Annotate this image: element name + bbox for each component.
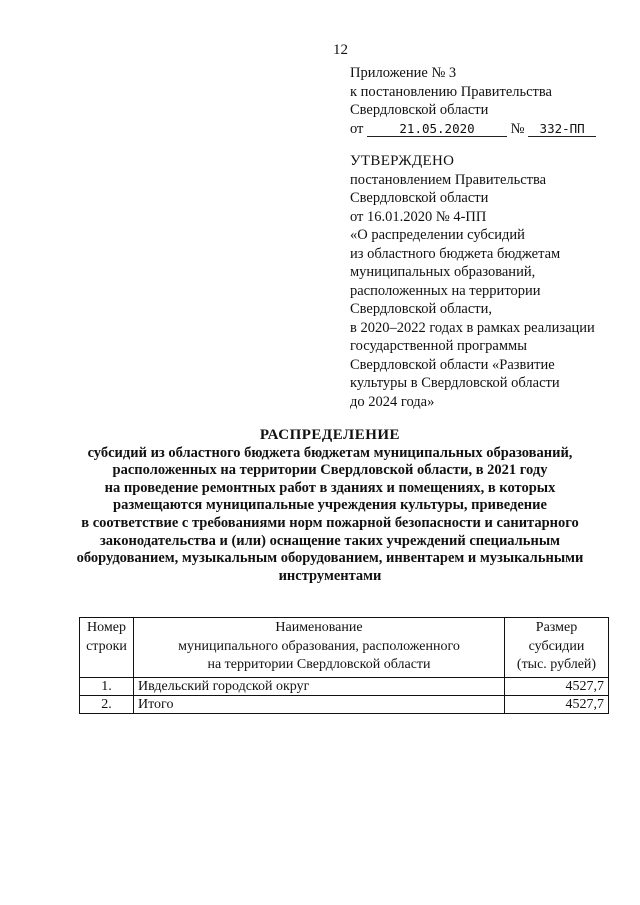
title-line: в соответствие с требованиями норм пожарной безопасности и санитарного: [81, 514, 579, 531]
header-text: строки: [86, 638, 127, 654]
title-line: субсидий из областного бюджета бюджетам муниципальных образований,: [87, 444, 573, 461]
municipality-name: Ивдельский городской округ: [134, 677, 505, 695]
approved-line: культуры в Свердловской области: [350, 375, 560, 391]
title-main: РАСПРЕДЕЛЕНИЕ: [259, 427, 401, 443]
header-text: субсидии: [528, 638, 585, 654]
appendix-date-line: [350, 120, 596, 139]
number-sign: №: [510, 120, 525, 137]
document-title: [70, 427, 590, 585]
approved-line: постановлением Правительства: [350, 171, 547, 188]
title-line: размещаются муниципальные учреждения культуры, приведение: [113, 497, 547, 514]
appendix-region-line: Свердловской области: [350, 102, 489, 118]
table-row-total: [80, 695, 609, 713]
title-line: оборудованием, музыкальным оборудованием, инвентарем и музыкальными: [76, 550, 584, 567]
approved-heading: УТВЕРЖДЕНО: [350, 153, 455, 169]
approved-block: [350, 152, 595, 411]
row-number: 1.: [80, 677, 134, 695]
header-text: на территории Свердловской области: [207, 657, 431, 672]
approved-line: Свердловской области,: [350, 301, 493, 317]
total-label: Итого: [134, 695, 505, 713]
resolution-date: 21.05.2020: [367, 121, 507, 137]
title-line: на проведение ремонтных работ в зданиях и помещениях, в которых: [104, 479, 556, 496]
header-municipality: [134, 618, 505, 678]
table-row: [80, 677, 609, 695]
header-subsidy-amount: [505, 618, 609, 678]
header-text: муниципального образования, расположенного: [178, 638, 460, 654]
approved-line: Свердловской области «Развитие: [350, 356, 555, 373]
approved-line: расположенных на территории: [350, 282, 541, 299]
approved-line: государственной программы: [350, 338, 527, 354]
title-line: законодательства и (или) оснащение таких учреждений специальным: [99, 532, 561, 549]
approved-line: от 16.01.2020 № 4-ПП: [350, 208, 487, 225]
header-row-number: [80, 618, 134, 678]
header-text: Номер: [87, 620, 126, 635]
appendix-title: Приложение № 3: [350, 65, 457, 81]
approved-line: Свердловской области: [350, 190, 489, 206]
appendix-resolution-line: к постановлению Правительства: [350, 83, 552, 100]
distribution-table: [79, 617, 609, 714]
title-line: инструментами: [278, 567, 382, 584]
approved-line: в 2020–2022 годах в рамках реализации: [350, 319, 595, 336]
date-prefix: от: [350, 120, 364, 137]
title-line: расположенных на территории Свердловской области, в 2021 году: [112, 462, 548, 479]
approved-line: из областного бюджета бюджетам: [350, 245, 561, 262]
total-amount: 4527,7: [505, 695, 609, 713]
header-text: Размер: [535, 620, 578, 635]
approved-line: до 2024 года»: [350, 393, 435, 410]
approved-line: «О распределении субсидий: [350, 227, 525, 243]
table-header-row: [80, 618, 609, 678]
resolution-number: 332-ПП: [528, 121, 596, 137]
appendix-block: [350, 64, 596, 138]
page-number: 12: [333, 42, 348, 58]
row-number: 2.: [80, 695, 134, 713]
header-text: Наименование: [275, 620, 363, 635]
subsidy-amount: 4527,7: [505, 677, 609, 695]
approved-line: муниципальных образований,: [350, 264, 536, 280]
header-text: (тыс. рублей): [516, 657, 597, 672]
